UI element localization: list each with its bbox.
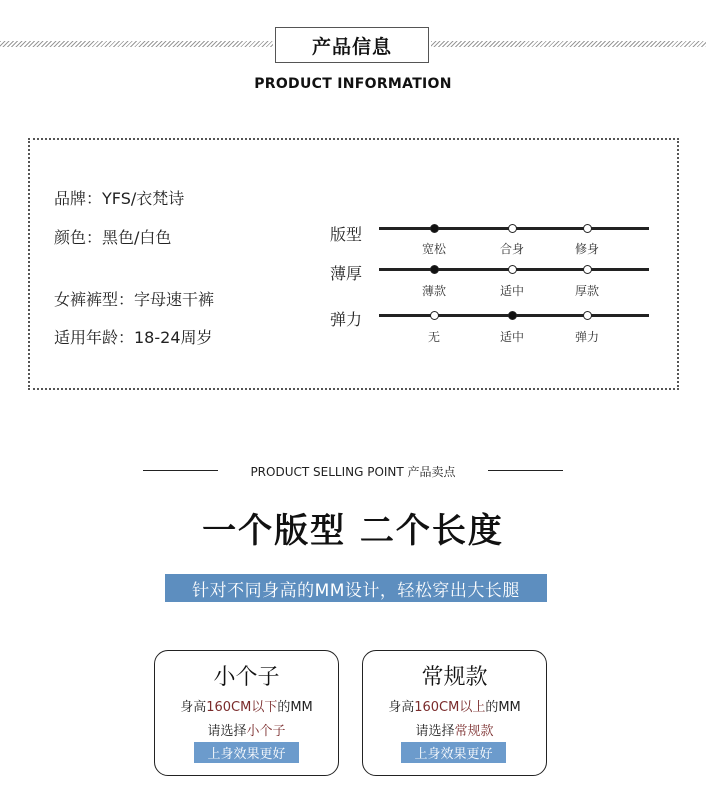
card-choose-highlight: 小个子 xyxy=(246,724,286,739)
header-hatch-left xyxy=(0,41,273,47)
card-height-highlight: 160CM以上 xyxy=(414,700,486,715)
scale-fit-dot xyxy=(508,224,517,233)
scale-thickness-dot xyxy=(430,265,439,274)
card-choose-prefix: 请选择 xyxy=(415,724,455,739)
selling-point-subtitle: PRODUCT SELLING POINT 产品卖点 xyxy=(250,465,456,479)
scale-fit-option: 合身 xyxy=(499,242,524,256)
scale-thickness-option: 适中 xyxy=(499,284,524,298)
card-choose-line xyxy=(363,720,546,739)
scale-elasticity-label: 弹力 xyxy=(330,310,363,329)
selling-headline: 一个版型 二个长度 xyxy=(202,511,504,551)
card-height-line xyxy=(363,696,546,715)
scale-elasticity-option: 适中 xyxy=(499,330,524,344)
card-effect-badge xyxy=(194,742,299,763)
selling-banner xyxy=(165,574,547,602)
attr-color: 颜色：黑色/白色 xyxy=(54,228,172,247)
card-title: 小个子 xyxy=(213,665,280,690)
selling-banner-text: 针对不同身高的MM设计，轻松穿出大长腿 xyxy=(192,580,520,601)
attr-brand: 品牌：YFS/衣梵诗 xyxy=(54,189,185,208)
card-effect-badge xyxy=(401,742,506,763)
card-choose-line xyxy=(155,720,338,739)
scale-elasticity-dot xyxy=(508,311,517,320)
size-card-petite xyxy=(154,650,339,776)
size-card-regular xyxy=(362,650,547,776)
card-height-prefix: 身高 xyxy=(180,700,207,715)
card-height-prefix: 身高 xyxy=(388,700,415,715)
card-title: 常规款 xyxy=(421,665,488,690)
section-title-english: PRODUCT INFORMATION xyxy=(254,76,452,92)
scale-fit-option: 宽松 xyxy=(421,242,446,256)
card-choose-prefix: 请选择 xyxy=(207,724,247,739)
scale-thickness-option: 厚款 xyxy=(574,284,599,298)
scale-fit-option: 修身 xyxy=(574,242,599,256)
attr-age: 适用年龄：18-24周岁 xyxy=(54,328,213,347)
scale-thickness-dot xyxy=(583,265,592,274)
scale-thickness-option: 薄款 xyxy=(421,284,446,298)
header-hatch-right xyxy=(431,41,706,47)
section-title-box xyxy=(275,27,429,63)
scale-thickness-label: 薄厚 xyxy=(330,264,363,283)
scale-elasticity-dot xyxy=(430,311,439,320)
card-height-suffix: 的MM xyxy=(277,700,313,715)
card-effect-text: 上身效果更好 xyxy=(414,747,493,762)
scale-fit-dot xyxy=(430,224,439,233)
card-height-highlight: 160CM以下 xyxy=(206,700,278,715)
card-choose-highlight: 常规款 xyxy=(454,724,494,739)
section-title: 产品信息 xyxy=(311,35,392,58)
card-effect-text: 上身效果更好 xyxy=(207,747,286,762)
scale-elasticity-option: 无 xyxy=(427,330,440,344)
scale-thickness-dot xyxy=(508,265,517,274)
attr-pants-type: 女裤裤型：字母速干裤 xyxy=(54,290,215,309)
card-height-line xyxy=(155,696,338,715)
scale-elasticity-dot xyxy=(583,311,592,320)
scale-elasticity-option: 弹力 xyxy=(574,330,599,344)
scale-fit-dot xyxy=(583,224,592,233)
card-height-suffix: 的MM xyxy=(485,700,521,715)
scale-fit-label: 版型 xyxy=(330,225,363,244)
